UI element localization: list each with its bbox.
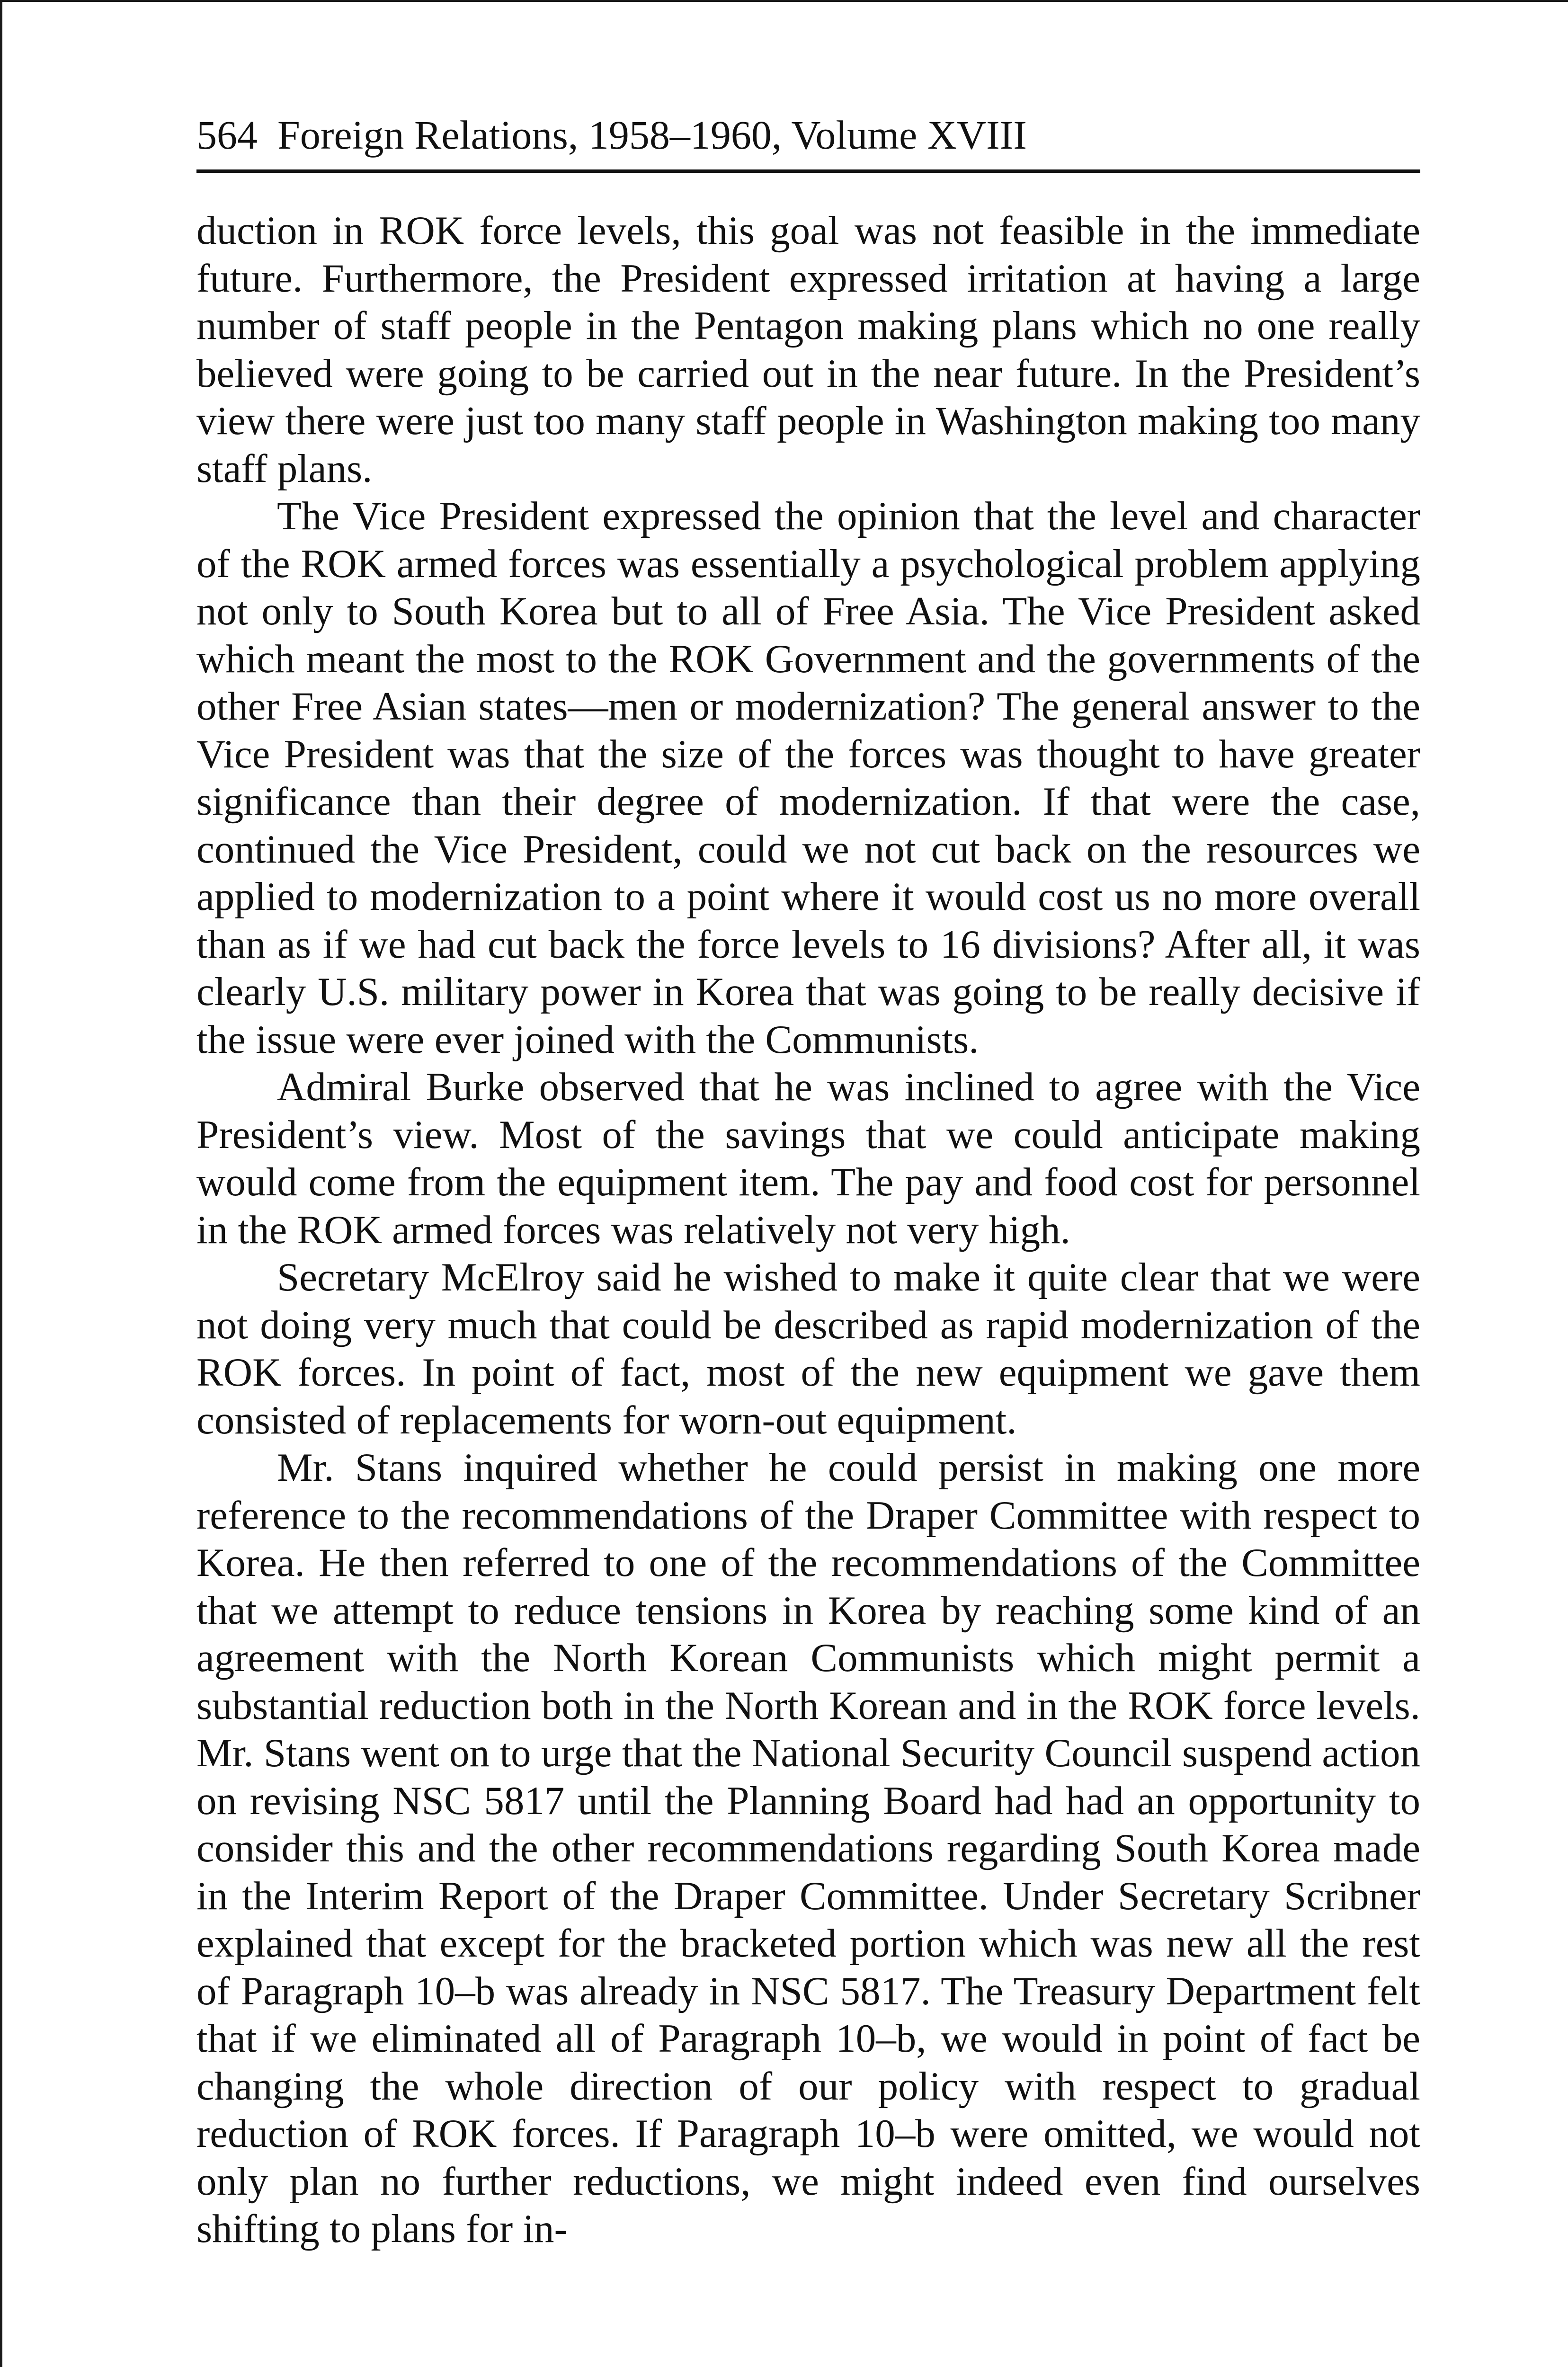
running-header [196,109,1420,173]
document-page [196,109,1420,2253]
paragraph-continued: duction in ROK force levels, this goal was not feasible in the immediate future. Furthermore, the President expressed irritation at having a large number of staff people in the Pentagon making plans which no one really believed were going to be carried out in the near future. In the President’s view there were just too many staff people in Washington making too many staff plans. [196,208,1420,491]
body-text [196,207,1420,2253]
paragraph-vice-president: The Vice President expressed the opinion that the level and character of the ROK armed forces was essentially a psychological problem applying not only to South Korea but to all of Free Asia. The Vice President asked which meant the most to the ROK Government and the governments of the other Free Asian states—men or modernization? The general answer to the Vice President was that the size of the forces was thought to have greater significance than their degree of modernization. If that were the case, continued the Vice President, could we not cut back on the resources we applied to modernization to a point where it would cost us no more overall than as if we had cut back the force levels to 16 divisions? After all, it was clearly U.S. military power in Korea that was going to be really decisive if the issue were ever joined with the Communists. [196,494,1420,1062]
paragraph-admiral-burke: Admiral Burke observed that he was inclined to agree with the Vice President’s view. Most of the savings that we could anticipate making would come from the equipment item. The pay and food cost for personnel in the ROK armed forces was relatively not very high. [196,1065,1420,1252]
scan-edge-top [0,0,1568,2]
page-number: 564 [196,112,258,158]
paragraph-secretary-mcelroy: Secretary McElroy said he wished to make it quite clear that we were not doing very much that could be described as rapid modernization of the ROK forces. In point of fact, most of the new equipment we gave them consisted of replacements for worn-out equipment. [196,1255,1420,1442]
scan-edge-left [0,0,2,2367]
paragraph-mr-stans: Mr. Stans inquired whether he could persist in making one more reference to the recommendations of the Draper Committee with respect to Korea. He then referred to one of the recommendations of the Committee that we attempt to reduce tensions in Korea by reaching some kind of an agreement with the North Korean Communists which might permit a substantial reduction both in the North Korean and in the ROK force levels. Mr. Stans went on to urge that the National Security Council suspend action on revising NSC 5817 until the Planning Board had had an opportunity to consider this and the other recommendations regarding South Korea made in the Interim Report of the Draper Committee. Under Secretary Scribner explained that except for the bracketed portion which was new all the rest of Paragraph 10–b was already in NSC 5817. The Treasury Department felt that if we eliminated all of Paragraph 10–b, we would in point of fact be changing the whole direction of our policy with respect to gradual reduction of ROK forces. If Paragraph 10–b were omitted, we would not only plan no further reductions, we might indeed even find ourselves shifting to plans for in- [196,1445,1420,2251]
running-title: Foreign Relations, 1958–1960, Volume XVIII [277,112,1027,158]
